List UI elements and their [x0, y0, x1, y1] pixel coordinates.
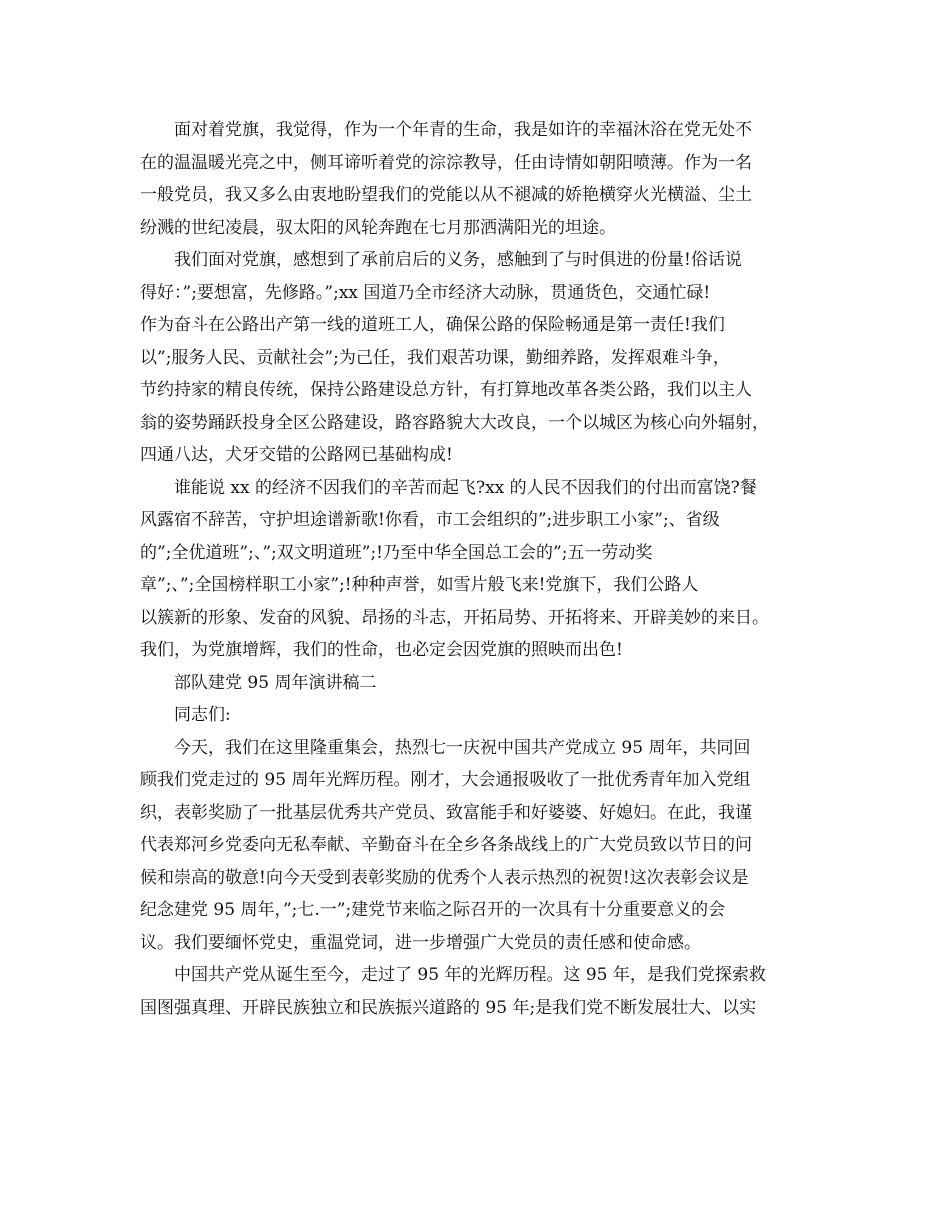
text-line: 一般党员，我又多么由衷地盼望我们的党能以从不褪减的娇艳横穿火光横溢、尘土: [140, 185, 752, 205]
text-line: 我们面对党旗，感想到了承前启后的义务，感触到了与时俱进的份量!俗话说: [174, 250, 742, 270]
text-line: 以簇新的形象、发奋的风貌、昂扬的斗志，开拓局势、开拓将来、开辟美妙的来日。: [140, 607, 769, 628]
text-line: 节约持家的精良传统，保持公路建设总方针，有打算地改革各类公路，我们以主人: [140, 380, 752, 400]
text-line: 作为奋斗在公路出产第一线的道班工人，确保公路的保险畅通是第一责任!我们: [140, 315, 725, 335]
text-line: 得好：”;要想富，先修路。”;xx 国道乃全市经济大动脉，贯通货色，交通忙碌!: [140, 282, 711, 303]
salutation: 同志们:: [174, 705, 231, 725]
text-line: 在的温温暖光亮之中，侧耳谛听着党的淙淙教导，任由诗情如朝阳喷薄。作为一名: [140, 152, 752, 173]
text-line: 谁能说 xx 的经济不因我们的辛苦而起飞?xx 的人民不因我们的付出而富饶?餐: [174, 477, 757, 498]
text-line: 的”;全优道班”;、”;双文明道班”;!乃至中华全国总工会的”;五一劳动奖: [140, 542, 653, 563]
text-line: 纷溅的世纪凌晨，驭太阳的风轮奔跑在七月那洒满阳光的坦途。: [140, 217, 616, 238]
text-line: 国图强真理、开辟民族独立和民族振兴道路的 95 年;是我们党不断发展壮大、以实: [140, 997, 757, 1018]
text-line: 织，表彰奖励了一批基层优秀共产党员、致富能手和好婆婆、好媳妇。在此，我谨: [140, 802, 752, 823]
section-heading: 部队建党 95 周年演讲稿二: [174, 672, 377, 693]
text-line: 章”;、”;全国榜样职工小家”;!种种声誉，如雪片般飞来!党旗下，我们公路人: [140, 575, 699, 595]
text-line: 面对着党旗，我觉得，作为一个年青的生命，我是如许的幸福沐浴在党无处不: [174, 120, 752, 140]
document-body: [140, 114, 830, 1024]
text-line: 翁的姿势踊跃投身全区公路建设，路容路貌大大改良，一个以城区为核心向外辐射，: [140, 412, 769, 433]
text-line: 中国共产党从诞生至今，走过了 95 年的光辉历程。这 95 年，是我们党探索救: [174, 965, 766, 985]
text-line: 以”;服务人民、贡献社会”;为己任，我们艰苦功课，勤细养路，发挥艰难斗争，: [140, 347, 730, 368]
text-line: 风露宿不辞苦，守护坦途谱新歌!你看，市工会组织的”;进步职工小家”;、省级: [140, 510, 720, 530]
text-line: 我们，为党旗增辉，我们的性命，也必定会因党旗的照映而出色!: [140, 640, 623, 660]
text-line: 纪念建党 95 周年，”;七.一”;建党节来临之际召开的一次具有十分重要意义的会: [140, 900, 726, 920]
text-line: 顾我们党走过的 95 周年光辉历程。刚才，大会通报吸收了一批优秀青年加入党组: [140, 770, 751, 790]
text-line: 议。我们要缅怀党史，重温党词，进一步增强广大党员的责任感和使命感。: [140, 932, 701, 953]
text-line: 四通八达，犬牙交错的公路网已基础构成!: [140, 445, 453, 465]
text-line: 代表郑河乡党委向无私奉献、辛勤奋斗在全乡各条战线上的广大党员致以节日的问: [140, 835, 752, 855]
text-line: 候和崇高的敬意!向今天受到表彰奖励的优秀个人表示热烈的祝贺!这次表彰会议是: [140, 867, 749, 888]
text-line: 今天，我们在这里隆重集会，热烈七一庆祝中国共产党成立 95 周年，共同回: [174, 737, 751, 758]
